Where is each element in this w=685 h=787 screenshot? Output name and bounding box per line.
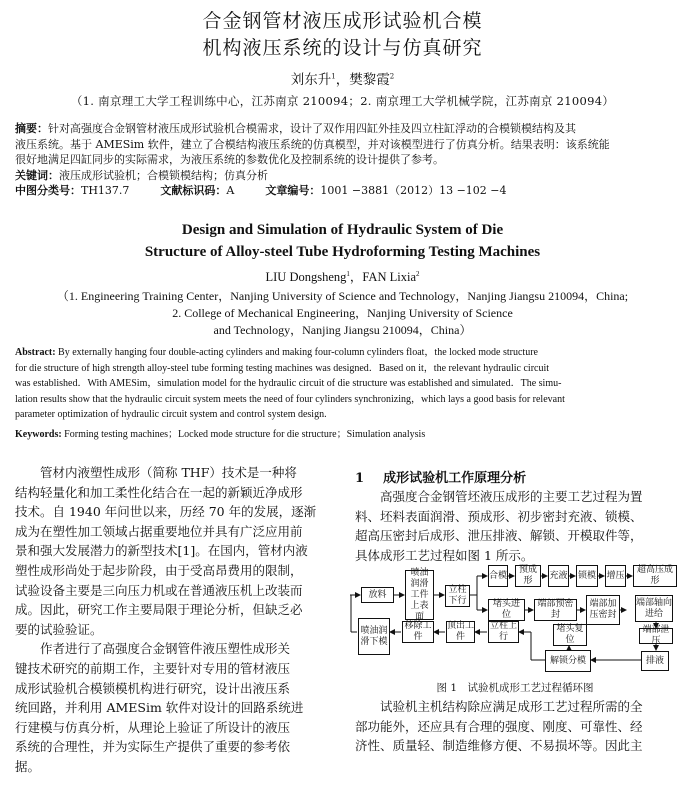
flow-box-label: 喷油润滑工件上表面 [410, 567, 429, 622]
section-1-number: 1 [355, 471, 365, 486]
article-no-label: 文章编号： [265, 184, 321, 197]
body-line: 要的试验验证。 [15, 621, 103, 637]
en-abstract-line-3: was established．With AMESim，simulation model for the hydraulic circuit of die structure was established and simulated．The simu- [15, 378, 562, 389]
body-line: 料、坯料表面润滑、预成形、初步密封充液、锁模、 [355, 508, 643, 524]
flow-box-suomo [576, 565, 598, 587]
process-flowchart [349, 564, 681, 674]
body-line: 结构轻量化和加工柔性化结合在一起的新颖近净成形 [15, 484, 303, 500]
flow-box-chongye [548, 565, 569, 587]
en-abstract [15, 345, 670, 442]
cn-class-line [15, 183, 670, 199]
en-title-line-2: Structure of Alloy-steel Tube Hydroforming Testing Machines [144, 244, 541, 260]
body-line: 据。 [15, 758, 41, 774]
body-line: 技术。自 1940 年问世以来，历经 70 年的发展，逐渐 [15, 504, 317, 520]
clc-label: 中图分类号： [15, 184, 81, 197]
flow-box-label: 端部泄压 [642, 625, 670, 646]
flow-box-label: 端部加压密封 [589, 599, 617, 620]
figure-1-caption: 图 1 试验机成形工艺过程循环图 [436, 682, 594, 694]
en-affiliation-line-3: and Technology，Nanjing Jiangsu 210094，China） [213, 323, 472, 337]
cn-title-line-1: 合金钢管材液压成形试验机合模 [202, 10, 483, 32]
cn-abstract-line-1 [15, 121, 670, 137]
flow-box-hemo [488, 565, 508, 587]
flow-box-zengya [605, 565, 626, 587]
en-abstract-line-2: for die structure of high strength alloy-steel tube forming testing machines was designed．Based on it，the relevant hydraulic circuit [15, 362, 550, 374]
flow-box-label: 端部轴向进给 [636, 597, 673, 619]
en-keywords [15, 427, 670, 443]
flow-box-yichu [402, 621, 434, 643]
flow-box-label: 解锁分模 [549, 655, 586, 666]
right-after-figure [355, 697, 673, 756]
cn-abstract-text-1: 针对高强度合金钢管材液压成形试验机合模需求，设计了双作用四缸外挂及四立柱缸浮动的合模锁模结构及其 [48, 122, 576, 135]
cn-keywords-label: 关键词： [15, 168, 59, 182]
body-line: 试验设备主要是三向压力机或在普通液压机上改装而 [15, 582, 303, 598]
flow-box-label: 锁模 [577, 570, 596, 581]
body-line: 具体成形工艺过程如图 1 所示。 [355, 547, 534, 563]
flow-box-duanbu-jiaya [586, 595, 620, 625]
body-line: 成形试验机合模锁模机构进行研究，设计出液压系 [15, 680, 291, 696]
flow-box-duanbu-xieya [639, 625, 673, 646]
flow-box-label: 放料 [368, 589, 387, 600]
body-line: 作者进行了高强度合金钢管件液压塑性成形关 [15, 641, 291, 657]
en-author-2: FAN Lixia [362, 270, 416, 284]
cn-abstract [15, 121, 670, 199]
flow-box-yuchengxing [515, 565, 541, 587]
en-affiliation [0, 288, 685, 339]
body-line: 景和强大发展潜力的新型技术[1]。在国内，管材内液 [15, 543, 308, 559]
flow-box-label: 喷油润滑下模 [360, 625, 388, 647]
flow-box-duanbu-zhouxiang [635, 595, 673, 622]
body-line: 成为在塑性加工领域占据重要地位并具有广泛应用前 [15, 523, 303, 539]
author-1: 刘东升 [290, 72, 332, 88]
flow-box-penyou-xiamo [358, 618, 390, 655]
flow-box-label: 堵头进位 [492, 599, 520, 620]
flow-box-chaogaoya [633, 565, 677, 587]
flow-box-label: 立柱下行 [448, 585, 467, 606]
cn-keywords-text: 液压成形试验机；合模锁模结构；仿真分析 [59, 168, 268, 182]
body-line: 部功能外，还应具有合理的强度、刚度、可靠性、经 [355, 718, 643, 734]
flow-box-penyou [405, 567, 434, 622]
article-no-value: 1001 −3881（2012）13 −102 −4 [320, 184, 507, 197]
body-line: 塑性成形尚处于起步阶段，由于受高昂费用的限制， [15, 562, 303, 578]
flow-box-lizhu-shangxing [488, 621, 519, 643]
body-line: 行建模与仿真分析，从理论上验证了所设计的液压 [15, 719, 291, 735]
flow-box-dutou-jinwei [488, 599, 525, 621]
en-authors [0, 267, 685, 285]
body-line: 系统的合理性，并为实际生产提供了重要的参考依 [15, 739, 291, 755]
doc-code-label: 文献标识码： [160, 184, 227, 197]
flow-box-dutou-fuwei [553, 624, 587, 646]
en-abstract-text-1: By externally hanging four double-acting cylinders and making four-column cylinders float，the locked mode structure [58, 347, 538, 358]
flow-box-label: 移除工件 [404, 621, 432, 642]
right-intro [355, 487, 673, 565]
flow-box-paiye [641, 651, 669, 671]
en-title-line-1: Design and Simulation of Hydraulic System of Die [181, 222, 504, 238]
body-line: 济性、质量轻、制造维修方便、不易损坏等。因此主 [355, 738, 643, 754]
flow-box-dingchu [446, 621, 475, 643]
flow-box-fangliao [361, 587, 394, 603]
author-2: 樊黎霞 [349, 72, 390, 88]
body-line: 成。因此，研究工作主要局限于理论分析，但缺乏必 [15, 602, 303, 618]
flow-box-label: 增压 [606, 570, 625, 581]
flow-box-duanbu-yumifeng [534, 599, 577, 621]
en-author-2-affil: 2 [416, 269, 420, 278]
cn-abstract-line-2: 液压系统。基于 AMESim 软件，建立了合模结构液压系统的仿真模型，并对该模型进行了仿真分析。结果表明：该系统能 [15, 137, 610, 151]
author-1-affil: 1 [331, 72, 336, 81]
section-1-heading [355, 467, 526, 486]
cn-title-line-2: 机构液压系统的设计与仿真研究 [202, 37, 483, 59]
cn-abstract-line-3: 很好地满足四缸同步的实际需求，为液压系统的参数优化及控制系统的设计提供了参考。 [15, 153, 444, 166]
en-affiliation-line-2: 2. College of Mechanical Engineering，Nanjing University of Science [172, 306, 513, 320]
flow-box-label: 排液 [645, 655, 664, 666]
body-line: 统回路，并利用 AMESim 软件对设计的回路系统进 [15, 700, 304, 716]
doc-code-value: A [226, 184, 235, 197]
body-line: 超高压密封后成形、泄压排液、解锁、开模取件等， [355, 528, 643, 544]
en-author-1: LIU Dongsheng [265, 270, 347, 284]
body-line: 键技术研究的前期工作，主要针对专用的管材液压 [15, 660, 291, 676]
flow-box-label: 预成形 [518, 565, 537, 586]
flow-box-label: 充液 [549, 570, 568, 581]
flow-box-label: 超高压成形 [636, 565, 673, 586]
body-line: 试验机主机结构除应满足成形工艺过程所需的全 [355, 699, 643, 714]
en-keywords-text: Forming testing machines；Locked mode structure for die structure；Simulation analysis [64, 428, 426, 440]
body-line: 高强度合金钢管坯液压成形的主要工艺过程为置 [355, 489, 643, 504]
author-sep: ， [335, 72, 350, 88]
flow-box-jiesuo-fenmo [545, 650, 591, 672]
en-author-1-affil: 1 [346, 269, 350, 278]
en-keywords-label: Keywords: [15, 428, 62, 440]
en-affiliation-line-1: （1. Engineering Training Center，Nanjing University of Science and Technology，Nanjing Jiangsu 210094，China; [56, 289, 629, 303]
flow-box-label: 合模 [489, 570, 508, 581]
flow-box-label: 堵头复位 [556, 624, 584, 645]
cn-affiliation: （1. 南京理工大学工程训练中心，江苏南京 210094；2. 南京理工大学机械学院，江苏南京 210094） [70, 94, 615, 108]
en-abstract-line-4: lation results show that the hydraulic circuit system meets the need of four cylinders synchronizing，which lays a good basis for relevant [15, 393, 565, 405]
cn-abstract-label: 摘要： [15, 122, 48, 135]
flow-box-lizhu-xiaxing [445, 585, 470, 607]
en-author-sep: ， [349, 270, 363, 284]
flow-box-label: 端部预密封 [537, 599, 574, 620]
author-2-affil: 2 [389, 72, 395, 81]
section-1-title: 成形试验机工作原理分析 [383, 471, 527, 486]
flow-box-label: 顶出工件 [447, 621, 475, 642]
en-abstract-line-5: parameter optimization of hydraulic circuit system and control system design. [15, 409, 327, 420]
cn-keywords [15, 168, 670, 184]
en-abstract-line-1 [15, 345, 670, 361]
cn-authors [0, 68, 685, 88]
left-column [15, 463, 333, 777]
flow-box-label: 立柱上行 [489, 621, 517, 642]
body-line: 管材内液塑性成形（简称 THF）技术是一种将 [15, 465, 297, 480]
clc-value: TH137.7 [81, 184, 130, 197]
en-abstract-label: Abstract: [15, 347, 56, 358]
